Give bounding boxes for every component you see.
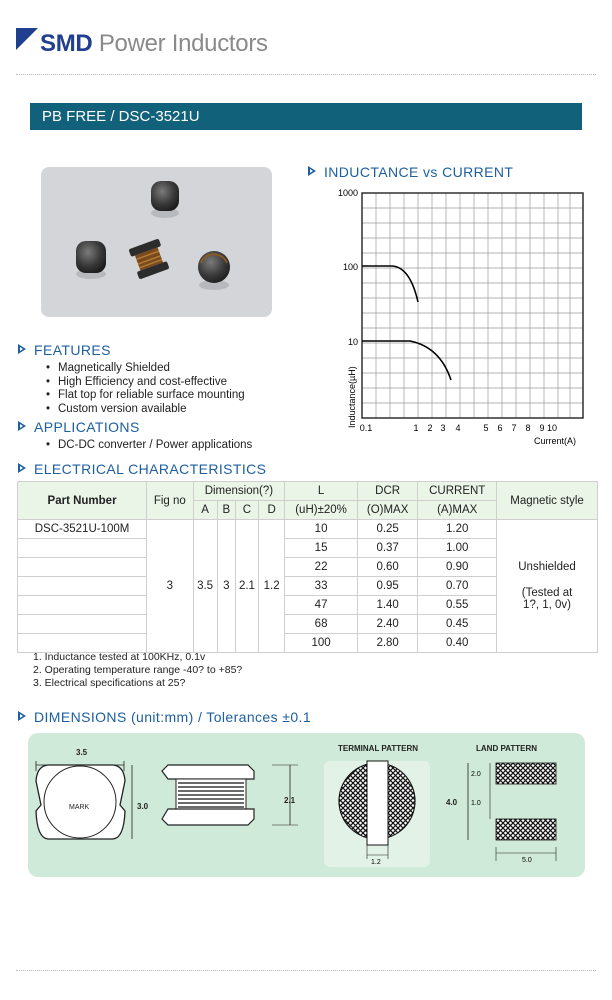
dcr-cell: 0.37 (357, 539, 418, 558)
x-tick-label: 6 (497, 423, 503, 433)
graph-heading: INDUCTANCE vs CURRENT (308, 164, 513, 180)
header-l: L (285, 482, 358, 501)
current-cell: 0.40 (418, 634, 497, 653)
features-heading: FEATURES (18, 342, 111, 358)
x-axis-label: Current(A) (533, 436, 577, 446)
x-tick-label: 9 (539, 423, 545, 433)
current-cell: 0.45 (418, 615, 497, 634)
header-dim-c: C (235, 501, 258, 520)
part-number-cell: DSC-3521U-100M (18, 520, 147, 539)
electrical-characteristics-table (17, 481, 598, 653)
dim-a-cell: 3.5 (193, 520, 217, 653)
part-number-cell (18, 558, 147, 577)
header-magnetic-style: Magnetic style (497, 482, 598, 520)
y-axis-label: Inductance(µH) (347, 366, 357, 428)
x-tick-label: 7 (511, 423, 517, 433)
land-pattern-title: LAND PATTERN (476, 744, 538, 753)
l-cell: 22 (285, 558, 358, 577)
title-bold: SMD (40, 30, 93, 57)
dimensions-heading: DIMENSIONS (unit:mm) / Tolerances ±0.1 (18, 709, 311, 725)
inductor-top (151, 181, 179, 211)
current-cell: 0.90 (418, 558, 497, 577)
product-photo (41, 167, 272, 317)
test-condition: (Tested at (521, 587, 573, 599)
header-dim-d: D (259, 501, 285, 520)
header-logo-mark (16, 28, 38, 50)
dim-d-cell: 1.2 (259, 520, 285, 653)
notes (33, 651, 242, 690)
page-title (40, 30, 268, 58)
graph-frame (362, 193, 583, 418)
dcr-cell: 1.40 (357, 596, 418, 615)
top-view-drawing (36, 748, 149, 839)
terminal-gap-label: 1.2 (371, 859, 381, 866)
land-gap-label: 1.0 (471, 800, 481, 807)
test-condition: 1?, 1, 0v) (523, 599, 571, 611)
land-width-label: 5.0 (522, 857, 532, 864)
y-tick-10: 10 (347, 337, 358, 347)
header-current-unit: (A)MAX (418, 501, 497, 520)
application-item: • DC-DC converter / Power applications (46, 439, 252, 453)
x-tick-label: 1 (413, 423, 419, 433)
dim-c-cell: 2.1 (235, 520, 258, 653)
x-tick-label: 0.1 (359, 423, 373, 433)
header-dcr: DCR (357, 482, 418, 501)
header-current: CURRENT (418, 482, 497, 501)
header-l-unit: (uH)±20% (285, 501, 358, 520)
header-dim-b: B (217, 501, 235, 520)
l-cell: 15 (285, 539, 358, 558)
header-dimension: Dimension(?) (193, 482, 285, 501)
inductor-side (128, 238, 169, 279)
part-number-cell (18, 577, 147, 596)
fig-no-cell: 3 (147, 520, 193, 653)
side-height-label: 2.1 (284, 796, 296, 805)
note-item: 3. Electrical specifications at 25? (33, 677, 186, 689)
dcr-cell: 0.95 (357, 577, 418, 596)
product-banner: PB FREE / DSC-3521U (30, 103, 582, 130)
header-fig-no: Fig no (147, 482, 193, 520)
l-cell: 100 (285, 634, 358, 653)
part-number-cell (18, 539, 147, 558)
land-pad-label: 2.0 (471, 771, 481, 778)
current-cell: 0.55 (418, 596, 497, 615)
l-cell: 47 (285, 596, 358, 615)
land-pattern-drawing (446, 744, 556, 864)
feature-item: • Flat top for reliable surface mounting (46, 389, 245, 403)
magnetic-style-value: Unshielded (518, 561, 576, 573)
top-width-label: 3.5 (76, 748, 88, 757)
terminal-pattern-drawing (324, 744, 430, 867)
features-list (46, 362, 245, 416)
current-cell: 1.20 (418, 520, 497, 539)
terminal-pattern-title: TERMINAL PATTERN (338, 744, 418, 753)
note-item: 1. Inductance tested at 100KHz, 0.1v (33, 651, 206, 663)
part-number-cell (18, 634, 147, 653)
l-cell: 33 (285, 577, 358, 596)
inductor-right (198, 251, 230, 283)
y-tick-100: 100 (342, 262, 358, 272)
part-number-cell (18, 596, 147, 615)
title-light: Power Inductors (98, 30, 268, 57)
current-cell: 0.70 (418, 577, 497, 596)
header-part-number: Part Number (18, 482, 147, 520)
y-tick-1000: 1000 (337, 188, 358, 198)
l-cell: 10 (285, 520, 358, 539)
curve-10uh (362, 341, 451, 380)
x-tick-label: 10 (546, 423, 558, 433)
applications-list (46, 439, 252, 453)
inductor-left (76, 241, 106, 273)
dcr-cell: 0.60 (357, 558, 418, 577)
side-view-drawing (162, 765, 298, 825)
x-tick-label: 2 (427, 423, 433, 433)
l-cell: 68 (285, 615, 358, 634)
dim-b-cell: 3 (217, 520, 235, 653)
mark-label: MARK (69, 804, 90, 811)
note-item: 2. Operating temperature range -40? to +85? (33, 664, 243, 676)
feature-item: • Magnetically Shielded (46, 362, 245, 376)
inductance-current-graph (330, 180, 590, 455)
header-divider (16, 74, 596, 75)
table-row (18, 520, 598, 539)
feature-item: • High Efficiency and cost-effective (46, 376, 245, 390)
top-height-label: 3.0 (137, 802, 149, 811)
current-cell: 1.00 (418, 539, 497, 558)
dimensions-panel (28, 733, 585, 877)
dcr-cell: 2.80 (357, 634, 418, 653)
part-number-cell (18, 615, 147, 634)
magnetic-style-cell (497, 520, 598, 653)
dcr-cell: 0.25 (357, 520, 418, 539)
dcr-cell: 2.40 (357, 615, 418, 634)
x-tick-label: 4 (455, 423, 461, 433)
x-tick-label: 3 (440, 423, 446, 433)
footer-divider (16, 970, 596, 971)
header-dim-a: A (193, 501, 217, 520)
land-total-label: 4.0 (446, 798, 458, 807)
header-dcr-unit: (O)MAX (357, 501, 418, 520)
x-tick-label: 8 (525, 423, 531, 433)
feature-item: • Custom version available (46, 403, 245, 417)
x-tick-label: 5 (483, 423, 489, 433)
electrical-heading: ELECTRICAL CHARACTERISTICS (18, 461, 266, 477)
applications-heading: APPLICATIONS (18, 419, 140, 435)
